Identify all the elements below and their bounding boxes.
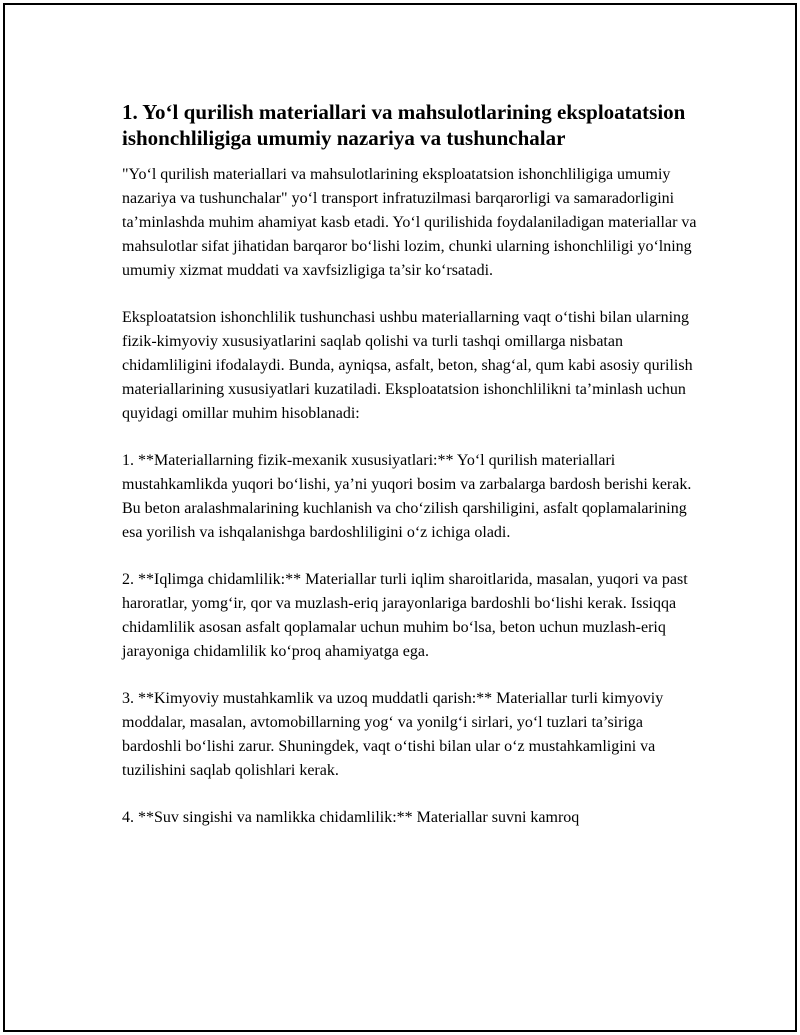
list-item-physical-mechanical: 1. **Materiallarning fizik-mexanik xususiyatlari:** Yo‘l qurilish materiallari mustahkamlikda yuqori bo‘lishi, ya’ni yuqori bosim va zarbalarga bardosh berishi kerak. Bu beton aralashmalarining kuchlanish va cho‘zilish qarshiligini, asfalt qoplamalarining esa yorilish va ishqalanishga bardoshliligini o‘z ichiga oladi. xyxy=(122,452,692,541)
section-heading: 1. Yo‘l qurilish materiallari va mahsulotlarining eksploatatsion ishonchliligiga umumiy nazariya va tushunchalar xyxy=(122,100,686,150)
list-item-water-absorption: 4. **Suv singishi va namlikka chidamlilik:** Materiallar suvni kamroq xyxy=(122,809,580,826)
document-content xyxy=(122,99,702,853)
paragraph-definition: Eksploatatsion ishonchlilik tushunchasi ushbu materiallarning vaqt o‘tishi bilan ularning fizik-kimyoviy xususiyatlarini saqlab qolishi va turli tashqi omillarga nisbatan chidamliligini ifodalaydi. Bunda, ayniqsa, asfalt, beton, shag‘al, qum kabi asosiy qurilish materiallarining xususiyatlari kuzatiladi. Eksploatatsion ishonchlilikni ta’minlash uchun quyidagi omillar muhim hisoblanadi: xyxy=(122,309,693,422)
list-item-chemical-durability: 3. **Kimyoviy mustahkamlik va uzoq muddatli qarish:** Materiallar turli kimyoviy moddalar, masalan, avtomobillarning yog‘ va yonilg‘i sirlari, yo‘l tuzlari ta’siriga bardoshli bo‘lishi zarur. Shuningdek, vaqt o‘tishi bilan ular o‘z mustahkamligini va tuzilishini saqlab qolishlari kerak. xyxy=(122,690,664,779)
page-frame xyxy=(3,3,797,1032)
paragraph-intro: "Yo‘l qurilish materiallari va mahsulotlarining eksploatatsion ishonchliligiga umumiy nazariya va tushunchalar" yo‘l transport infratuzilmasi barqarorligi va samaradorligini ta’minlashda muhim ahamiyat kasb etadi. Yo‘l qurilishida foydalaniladigan materiallar va mahsulotlar sifat jihatidan barqaror bo‘lishi lozim, chunki ularning ishonchliligi yo‘lning umumiy xizmat muddati va xavfsizligiga ta’sir ko‘rsatadi. xyxy=(122,166,697,279)
list-item-climate-resistance: 2. **Iqlimga chidamlilik:** Materiallar turli iqlim sharoitlarida, masalan, yuqori va past haroratlar, yomg‘ir, qor va muzlash-eriq jarayonlariga bardoshli bo‘lishi kerak. Issiqqa chidamlilik asosan asfalt qoplamalar uchun muhim bo‘lsa, beton uchun muzlash-eriq jarayoniga chidamlilik ko‘proq ahamiyatga ega. xyxy=(122,571,688,660)
